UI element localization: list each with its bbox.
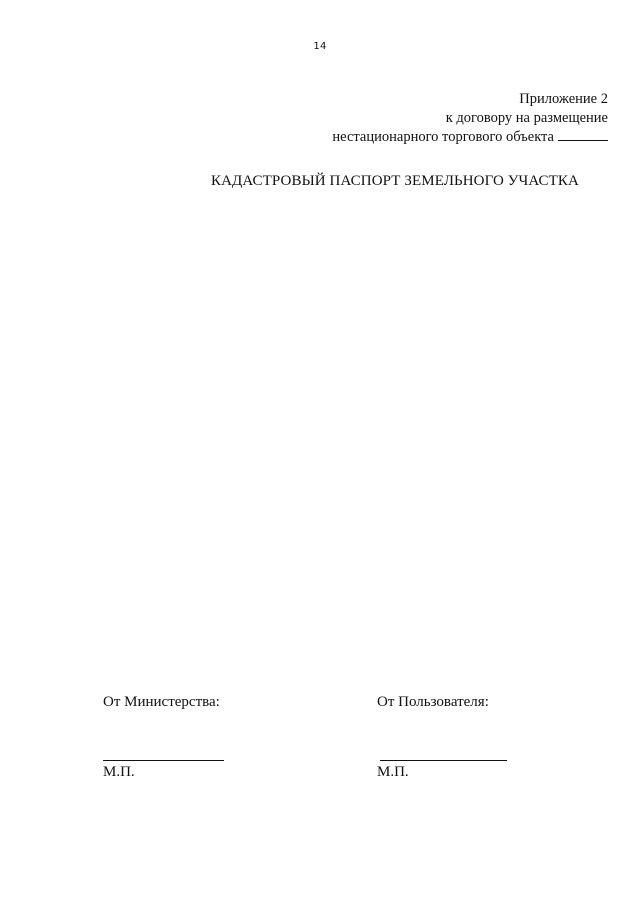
appendix-number: Приложение 2 (519, 91, 608, 107)
ministry-label: От Министерства: (103, 694, 220, 710)
ministry-seal-label: М.П. (103, 764, 135, 780)
object-number-blank (558, 128, 608, 141)
appendix-contract-ref: к договору на размещение (445, 110, 608, 126)
appendix-block (332, 90, 608, 147)
page-number: 14 (313, 41, 327, 52)
appendix-object-line (332, 128, 608, 147)
document-title: КАДАСТРОВЫЙ ПАСПОРТ ЗЕМЕЛЬНОГО УЧАСТКА (211, 173, 579, 189)
user-label: От Пользователя: (377, 694, 489, 710)
appendix-object-text: нестационарного торгового объекта (332, 129, 554, 145)
ministry-signature-line (103, 760, 224, 761)
user-signature-line (380, 760, 507, 761)
user-seal-label: М.П. (377, 764, 409, 780)
